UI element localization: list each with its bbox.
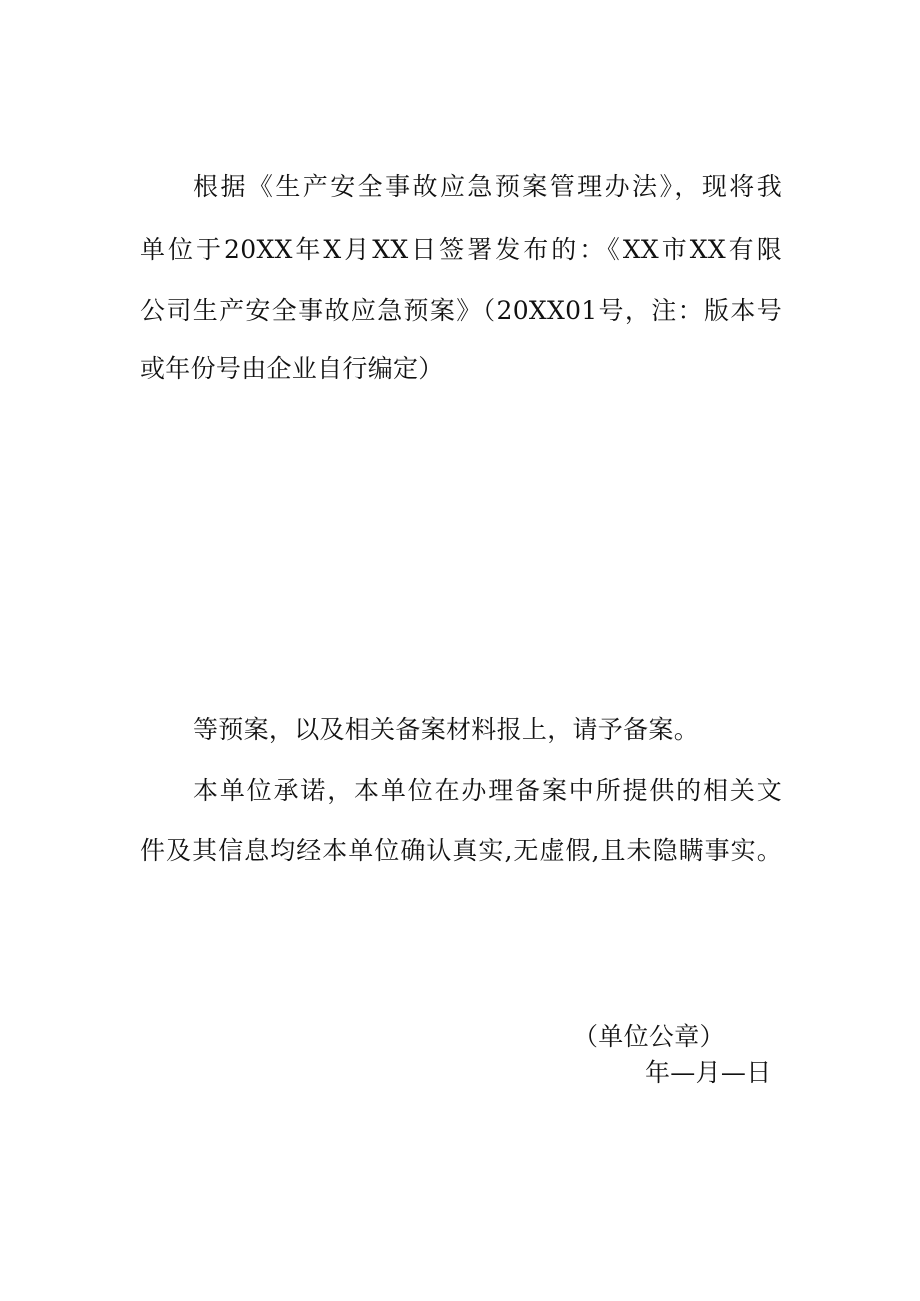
paragraph-1-line-3: 公司生产安全事故应急预案》（20XX01号，注：版本号 xyxy=(140,296,782,325)
paragraph-1-line-4: 或年份号由企业自行编定） xyxy=(140,354,444,383)
paragraph-1-line-2: 单位于20XX年X月XX日签署发布的：《XX市XX有限 xyxy=(140,235,782,264)
paragraph-3-line-1: 本单位承诺，本单位在办理备案中所提供的相关文 xyxy=(193,776,782,805)
paragraph-3-line-2: 件及其信息均经本单位确认真实,无虚假,且未隐瞒事实。 xyxy=(140,836,782,865)
paragraph-1-line-1: 根据《生产安全事故应急预案管理办法》，现将我 xyxy=(193,172,782,201)
date-placeholder: 年—月—日 xyxy=(645,1058,772,1087)
unit-seal-placeholder: （单位公章） xyxy=(573,1022,725,1051)
paragraph-2-line-1: 等预案，以及相关备案材料报上，请予备案。 xyxy=(193,715,700,744)
